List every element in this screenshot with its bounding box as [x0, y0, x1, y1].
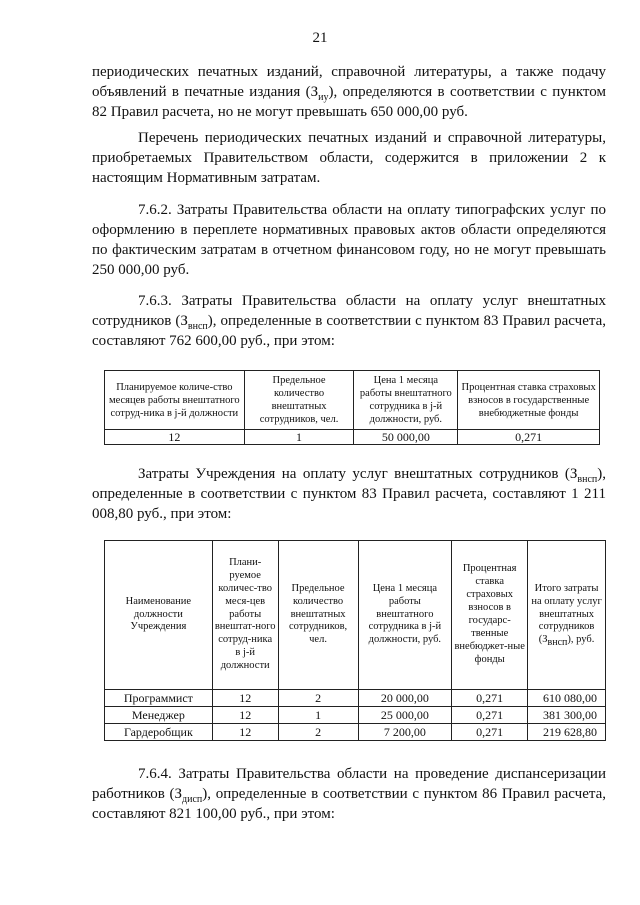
header-staff-limit: Предельное количество внештатных сотрудников, чел. — [278, 541, 358, 690]
page-number: 21 — [312, 30, 328, 46]
cell-months: 12 — [212, 707, 278, 724]
cell-position: Гардеробщик — [105, 724, 213, 741]
header-insurance-rate: Процентная ставка страховых взносов в государс-твенные внебюджет-ные фонды — [452, 541, 528, 690]
header-planned-months: Плани-руемое количес-тво меся-цев работы внештат-ного сотруд-ника в j-й должности — [212, 541, 278, 690]
header-total-text-a: Итого затраты на оплату услуг внештатных сотрудников (З — [531, 582, 602, 646]
paragraph-7-6-4-text-a: 7.6.4. Затраты Правительства области на проведение диспансеризации работников (З — [92, 766, 606, 802]
cell-rate: 0,271 — [452, 724, 528, 741]
symbol-subscript-vnsp-2: внсп — [577, 474, 598, 485]
paragraph-7-6-4 — [92, 764, 606, 824]
paragraph-7-6-2: 7.6.2. Затраты Правительства области на оплату типографских услуг по оформлению в переплете нормативных правовых актов области определяются по фактическим затратам в отчетном финансовом году, но не могут превышать 250 000,00 руб. — [92, 202, 606, 278]
cell-rate: 0,271 — [452, 690, 528, 707]
cell-price: 20 000,00 — [358, 690, 452, 707]
symbol-subscript-iu: иу — [318, 92, 329, 103]
table-row — [105, 690, 606, 707]
cell-months: 12 — [212, 690, 278, 707]
paragraph-7-6-4-text-b: ), определенные в соответствии с пунктом 86 Правил расчета, составляют 821 100,00 руб., при этом: — [92, 786, 606, 822]
table-government-freelancers — [104, 370, 600, 445]
table-row — [105, 707, 606, 724]
cell-position: Менеджер — [105, 707, 213, 724]
cell-price: 50 000,00 — [354, 430, 458, 445]
cell-rate: 0,271 — [458, 430, 600, 445]
paragraph-periodicals-text-b: ), определяются в соответствии с пунктом 82 Правил расчета, но не могут превышать 650 000,00 руб. — [92, 84, 606, 120]
cell-position: Программист — [105, 690, 213, 707]
paragraph-institution-text-b: ), определенные в соответствии с пунктом 83 Правил расчета, составляют 1 211 008,80 руб., при этом: — [92, 466, 606, 522]
cell-months: 12 — [105, 430, 245, 445]
table-row — [105, 430, 600, 445]
table-row — [105, 724, 606, 741]
cell-total: 219 628,80 — [528, 724, 606, 741]
cell-rate: 0,271 — [452, 707, 528, 724]
paragraph-periodicals-text-a: периодических печатных изданий, справочной литературы, а также подачу объявлений в печатные издания (З — [92, 64, 606, 100]
header-total-subscript: внсп — [547, 637, 568, 649]
paragraph-7-6-3 — [92, 291, 606, 351]
header-staff-limit: Предельное количество внештатных сотрудников, чел. — [244, 371, 354, 430]
table-header-row — [105, 541, 606, 690]
paragraph-periodicals-list: Перечень периодических печатных изданий и справочной литературы, приобретаемых Правительством области, содержится в приложении 2 к настоящим Нормативным затратам. — [92, 130, 606, 186]
cell-staff: 1 — [244, 430, 354, 445]
paragraph-7-6-3-text-a: 7.6.3. Затраты Правительства области на оплату услуг внештатных сотрудников (З — [92, 293, 606, 329]
table-institution-freelancers — [104, 540, 606, 741]
header-monthly-price: Цена 1 месяца работы внештатного сотрудника в j-й должности, руб. — [358, 541, 452, 690]
cell-total: 381 300,00 — [528, 707, 606, 724]
table-header-row — [105, 371, 600, 430]
header-monthly-price: Цена 1 месяца работы внештатного сотрудника в j-й должности, руб. — [354, 371, 458, 430]
header-total-text-b: ), руб. — [567, 634, 595, 646]
cell-months: 12 — [212, 724, 278, 741]
cell-total: 610 080,00 — [528, 690, 606, 707]
paragraph-institution-freelancers — [92, 464, 606, 524]
cell-price: 25 000,00 — [358, 707, 452, 724]
header-total-cost — [528, 541, 606, 690]
header-position-name: Наименование должности Учреждения — [105, 541, 213, 690]
cell-staff: 1 — [278, 707, 358, 724]
symbol-subscript-vnsp: внсп — [187, 321, 208, 332]
cell-staff: 2 — [278, 690, 358, 707]
paragraph-periodicals — [92, 62, 606, 122]
cell-price: 7 200,00 — [358, 724, 452, 741]
header-insurance-rate: Процентная ставка страховых взносов в государственные внебюджетные фонды — [458, 371, 600, 430]
cell-staff: 2 — [278, 724, 358, 741]
header-planned-months: Планируемое количе-ство месяцев работы внештатного сотруд-ника в j-й должности — [105, 371, 245, 430]
paragraph-institution-text-a: Затраты Учреждения на оплату услуг внештатных сотрудников (З — [138, 466, 578, 482]
symbol-subscript-disp: дисп — [182, 794, 203, 805]
paragraph-7-6-3-text-b: ), определенные в соответствии с пунктом 83 Правил расчета, составляют 762 600,00 руб., при этом: — [92, 313, 606, 349]
